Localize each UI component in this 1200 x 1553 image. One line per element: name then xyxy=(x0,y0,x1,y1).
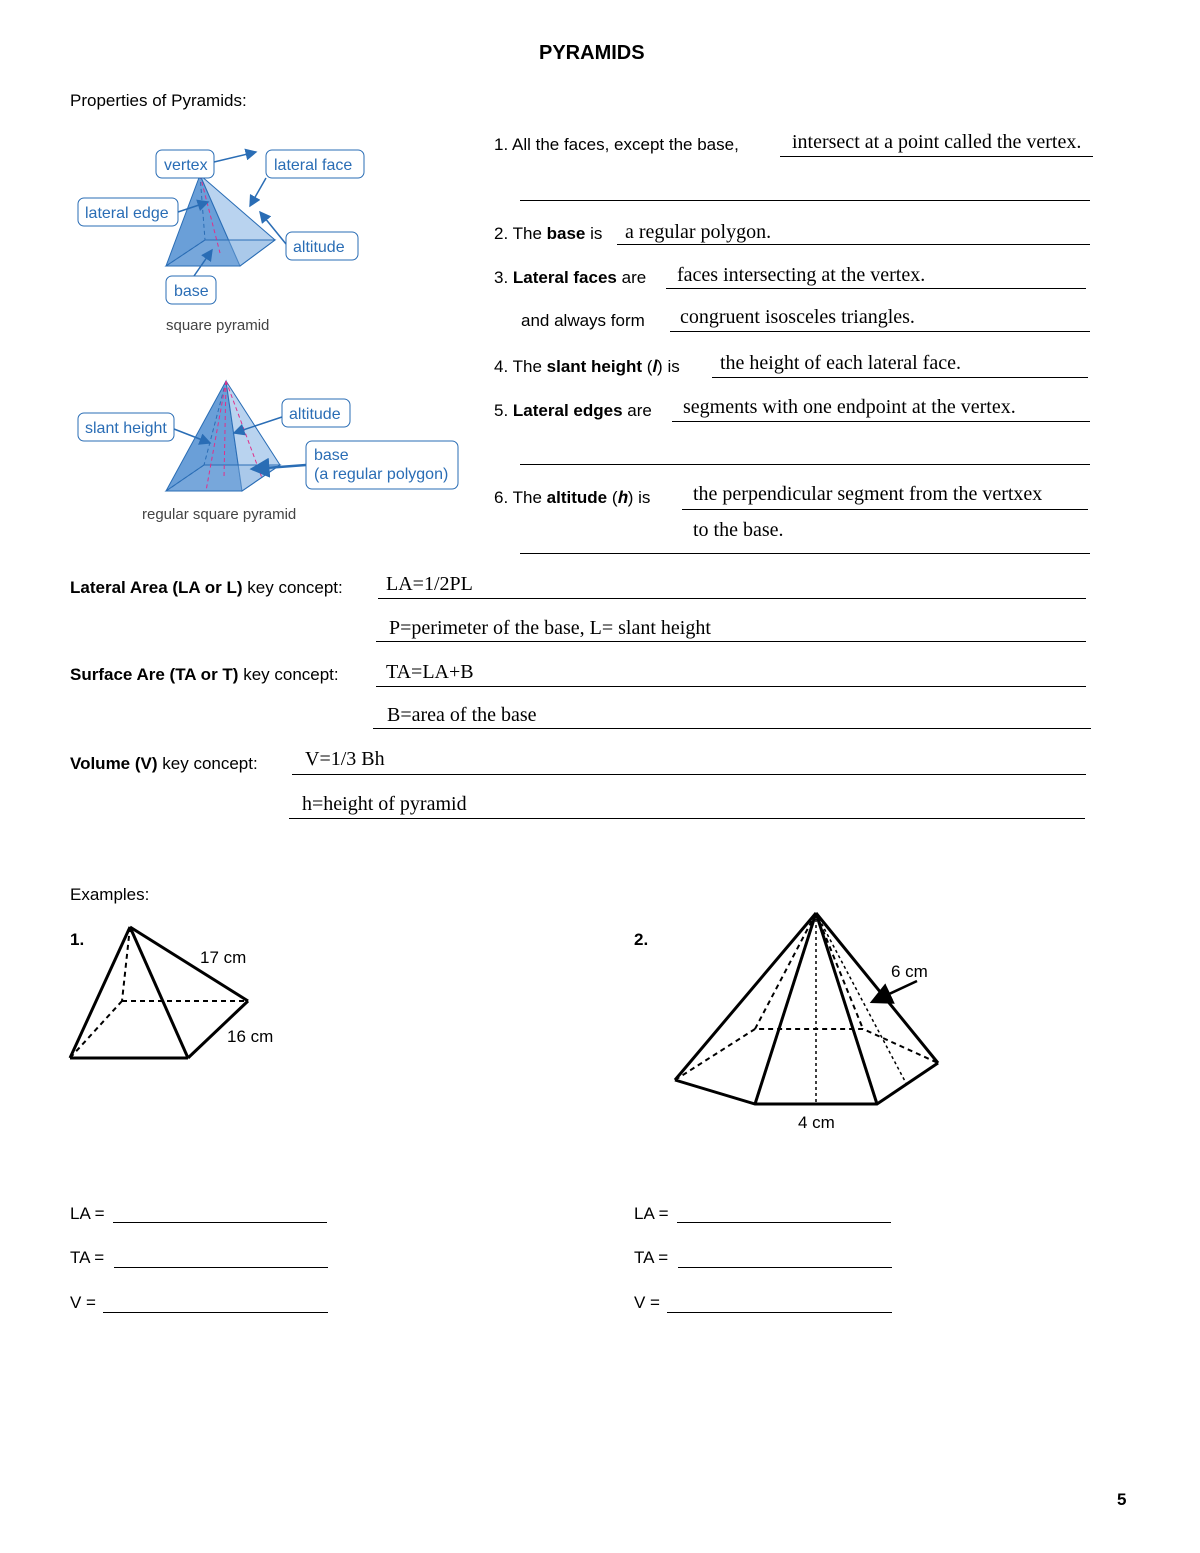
property-1-blank-2 xyxy=(520,200,1090,201)
page-number: 5 xyxy=(1117,1490,1127,1509)
example-1-ta-label: TA = xyxy=(70,1248,105,1267)
lateral-area-concept: Lateral Area (LA or L) key concept: xyxy=(70,578,343,597)
example-2-figure xyxy=(665,905,950,1115)
example-1-ta-blank[interactable] xyxy=(114,1267,328,1268)
altitude-label: altitude xyxy=(289,406,341,423)
property-5-blank-2 xyxy=(520,464,1090,465)
example-1-v-label: V = xyxy=(70,1293,96,1312)
lateral-face-arrow xyxy=(250,178,266,206)
example-2-v-label: V = xyxy=(634,1293,660,1312)
altitude-label: altitude xyxy=(293,239,345,256)
surface-area-blank xyxy=(376,686,1086,687)
property-1-blank xyxy=(780,156,1093,157)
edge xyxy=(70,927,130,1058)
property-3-answer-2: congruent isosceles triangles. xyxy=(680,306,915,328)
example-2-slant-label: 6 cm xyxy=(891,962,928,981)
example-2-side-label: 4 cm xyxy=(798,1113,835,1132)
property-5: 5. Lateral edges are xyxy=(494,401,652,420)
property-6-answer: the perpendicular segment from the vertxex xyxy=(693,483,1043,505)
edge xyxy=(816,913,877,1104)
example-2-la-label: LA = xyxy=(634,1204,669,1223)
lateral-area-answer-2: P=perimeter of the base, L= slant height xyxy=(389,617,711,639)
lateral-edge-label: lateral edge xyxy=(85,205,169,222)
example-1-figure xyxy=(60,915,320,1075)
property-6-blank xyxy=(682,509,1088,510)
volume-blank xyxy=(292,774,1086,775)
property-1-answer: intersect at a point called the vertex. xyxy=(792,131,1082,153)
property-5-answer: segments with one endpoint at the vertex. xyxy=(683,396,1016,418)
slant-height-label: slant height xyxy=(85,420,167,437)
volume-blank-2 xyxy=(289,818,1085,819)
base-label: base xyxy=(314,447,349,464)
example-1-la-blank[interactable] xyxy=(113,1222,327,1223)
lateral-area-blank xyxy=(378,598,1086,599)
base-note: (a regular polygon) xyxy=(314,466,449,483)
edge xyxy=(755,913,816,1104)
surface-area-concept: Surface Are (TA or T) key concept: xyxy=(70,665,339,684)
surface-area-blank-2 xyxy=(373,728,1091,729)
example-1-v-blank[interactable] xyxy=(103,1312,328,1313)
example-1-la-label: LA = xyxy=(70,1204,105,1223)
property-5-blank xyxy=(672,421,1090,422)
regular-pyramid-caption: regular square pyramid xyxy=(142,506,297,523)
example-2-la-blank[interactable] xyxy=(677,1222,891,1223)
volume-answer-2: h=height of pyramid xyxy=(302,793,467,815)
property-3-continuation: and always form xyxy=(521,311,645,330)
property-4-answer: the height of each lateral face. xyxy=(720,352,961,374)
surface-area-answer-2: B=area of the base xyxy=(387,704,537,726)
example-1-slant-label: 17 cm xyxy=(200,948,247,967)
vertex-arrow xyxy=(214,152,256,162)
property-4-blank xyxy=(712,377,1088,378)
edge xyxy=(816,913,938,1063)
volume-answer: V=1/3 Bh xyxy=(305,748,385,770)
regular-pyramid-diagram xyxy=(70,375,465,530)
example-1-side-label: 16 cm xyxy=(227,1027,274,1046)
square-pyramid-caption: square pyramid xyxy=(166,317,270,334)
property-4: 4. The slant height (𝒍) is xyxy=(494,357,680,376)
property-6-answer-2: to the base. xyxy=(693,519,784,541)
example-2-ta-label: TA = xyxy=(634,1248,669,1267)
hidden-base-edges xyxy=(675,1029,938,1080)
surface-area-answer: TA=LA+B xyxy=(386,661,474,683)
lateral-area-blank-2 xyxy=(376,641,1086,642)
edge xyxy=(675,913,816,1080)
property-3-answer: faces intersecting at the vertex. xyxy=(677,264,926,286)
example-2-ta-blank[interactable] xyxy=(678,1267,892,1268)
example-1-number: 1. xyxy=(70,930,85,949)
section-heading-properties: Properties of Pyramids: xyxy=(70,91,247,110)
property-6-blank-2 xyxy=(520,553,1090,554)
lateral-area-answer: LA=1/2PL xyxy=(386,573,473,595)
base-label: base xyxy=(174,283,209,300)
page-title: PYRAMIDS xyxy=(539,42,645,64)
property-1: 1. All the faces, except the base, xyxy=(494,135,739,154)
property-3-blank xyxy=(666,288,1086,289)
property-6: 6. The altitude (𝒉) is xyxy=(494,488,651,507)
property-3: 3. Lateral faces are xyxy=(494,268,647,287)
property-2: 2. The base is xyxy=(494,224,603,243)
property-2-answer: a regular polygon. xyxy=(625,221,772,243)
hidden-edge xyxy=(816,913,863,1029)
lateral-face-label: lateral face xyxy=(274,157,353,174)
volume-concept: Volume (V) key concept: xyxy=(70,754,258,773)
vertex-label: vertex xyxy=(164,157,208,174)
examples-heading: Examples: xyxy=(70,885,150,904)
example-2-number: 2. xyxy=(634,930,649,949)
hidden-base-edge xyxy=(70,1001,122,1058)
property-3-blank-2 xyxy=(670,331,1090,332)
square-pyramid-diagram xyxy=(70,140,380,340)
example-2-v-blank[interactable] xyxy=(667,1312,892,1313)
property-2-blank xyxy=(617,244,1090,245)
